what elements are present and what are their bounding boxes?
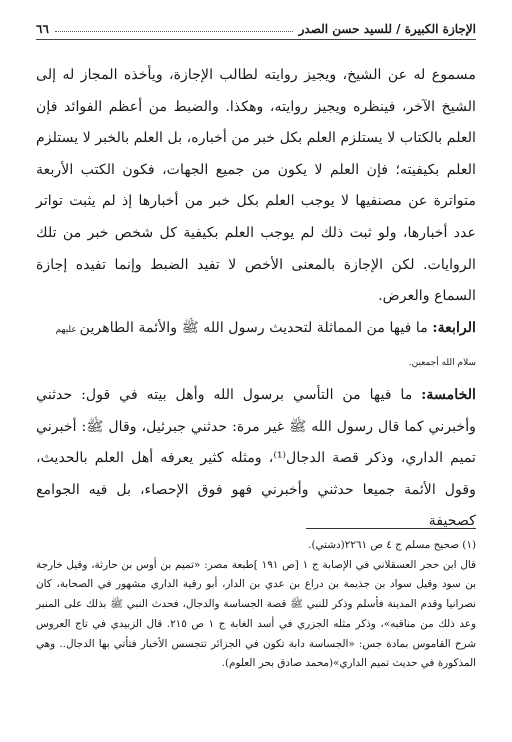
footnote-1-note: قال ابن حجر العسقلاني في الإصابة ج ١ [ص ١٩١ ]طبعة مصر: «تميم بن أوس بن حارثة، وقيل خارجة بن سود وقيل سواد بن جذيمة بن دراع بن عدي بن الدار، أبو رقية الداري مشهور في الصحابة، كان نصرانيا وقدم المدينة فأسلم وذكر للنبي ﷺ قصة الجساسة والدجال، فحدث النبي ﷺ بذلك على المنبر وعد ذلك من مناقبه»، وذكر مثله الجزري في أسد الغابة ج ١ ص ٢١٥. قال الزبيدي في تاج العروس شرح القاموس بمادة جس: «الجساسة دابة تكون في الجزائر تتجسس الأخبار فتأتي بها الدجال.. وهي المذكورة في حديث تميم الداري»(محمد صادق بحر العلوم). [36, 558, 476, 670]
header-dot-leader [55, 31, 293, 32]
honorific-small-text-continued: سلام الله أجمعين. [408, 358, 476, 369]
paragraph-label-fifth: الخامسة: [421, 386, 476, 403]
running-title: الإجازة الكبيرة / للسيد حسن الصدر [298, 22, 476, 36]
paragraph-fifth [36, 380, 476, 538]
main-text [36, 60, 476, 538]
footnotes [36, 536, 476, 674]
running-header [36, 18, 476, 40]
paragraph-continuation: مسموع له عن الشيخ، ويجيز روايته لطالب الإجازة، ويأخذه المجاز له إلى الشيخ الآخر، فينظره ويجيز روايته، وهكذا. والضبط من أعظم الفوائد فإن العلم بالكتاب لا يستلزم العلم بكل خبر من أخباره، بل العلم بالخبر لا يستلزم العلم بكيفيته؛ فإن العلم لا يكون من جميع الجهات، فكون الكتب الأربعة متواترة عن مصنفيها لا يوجب العلم بكل خبر من أخبارها إذ لم يثبت تواتر عدد أخبارها، ولو ثبت ذلك لم يوجب العلم بكيفية كل شخص خبر من تلك الروايات. لكن الإجازة بالمعنى الأخص لا تفيد الضبط وإنما تفيده إجازة السماع والعرض. [36, 67, 476, 305]
honorific-small-text: عليهم [55, 324, 80, 335]
paragraph-label-fourth: الرابعة: [432, 319, 476, 336]
footnote-1: (١) صحيح مسلم ج ٤ ص ٢٢٦١(دشتي). [308, 539, 476, 551]
paragraph-text-fourth: ما فيها من المماثلة لتحديث رسول الله ﷺ والأئمة الطاهرين [79, 319, 433, 336]
paragraph-text-fifth: ما فيها من التأسي برسول الله وأهل بيته في قول: حدثني وأخبرني كما قال رسول الله ﷺ غير مرة: حدثني جبرئيل، وقال ﷺ: أخبرني تميم الداري، وذكر قصة الدجال⁽¹⁾، ومثله كثير يعرفه أهل العلم بالحديث، وقول الأئمة جميعا حدثني وأخبرني فهو فوق الإحصاء، بل فيه الجوامع كصحيفة [36, 386, 476, 530]
page-number: ٦٦ [36, 22, 49, 36]
paragraph-fourth [36, 313, 476, 380]
footnote-separator [306, 528, 476, 529]
